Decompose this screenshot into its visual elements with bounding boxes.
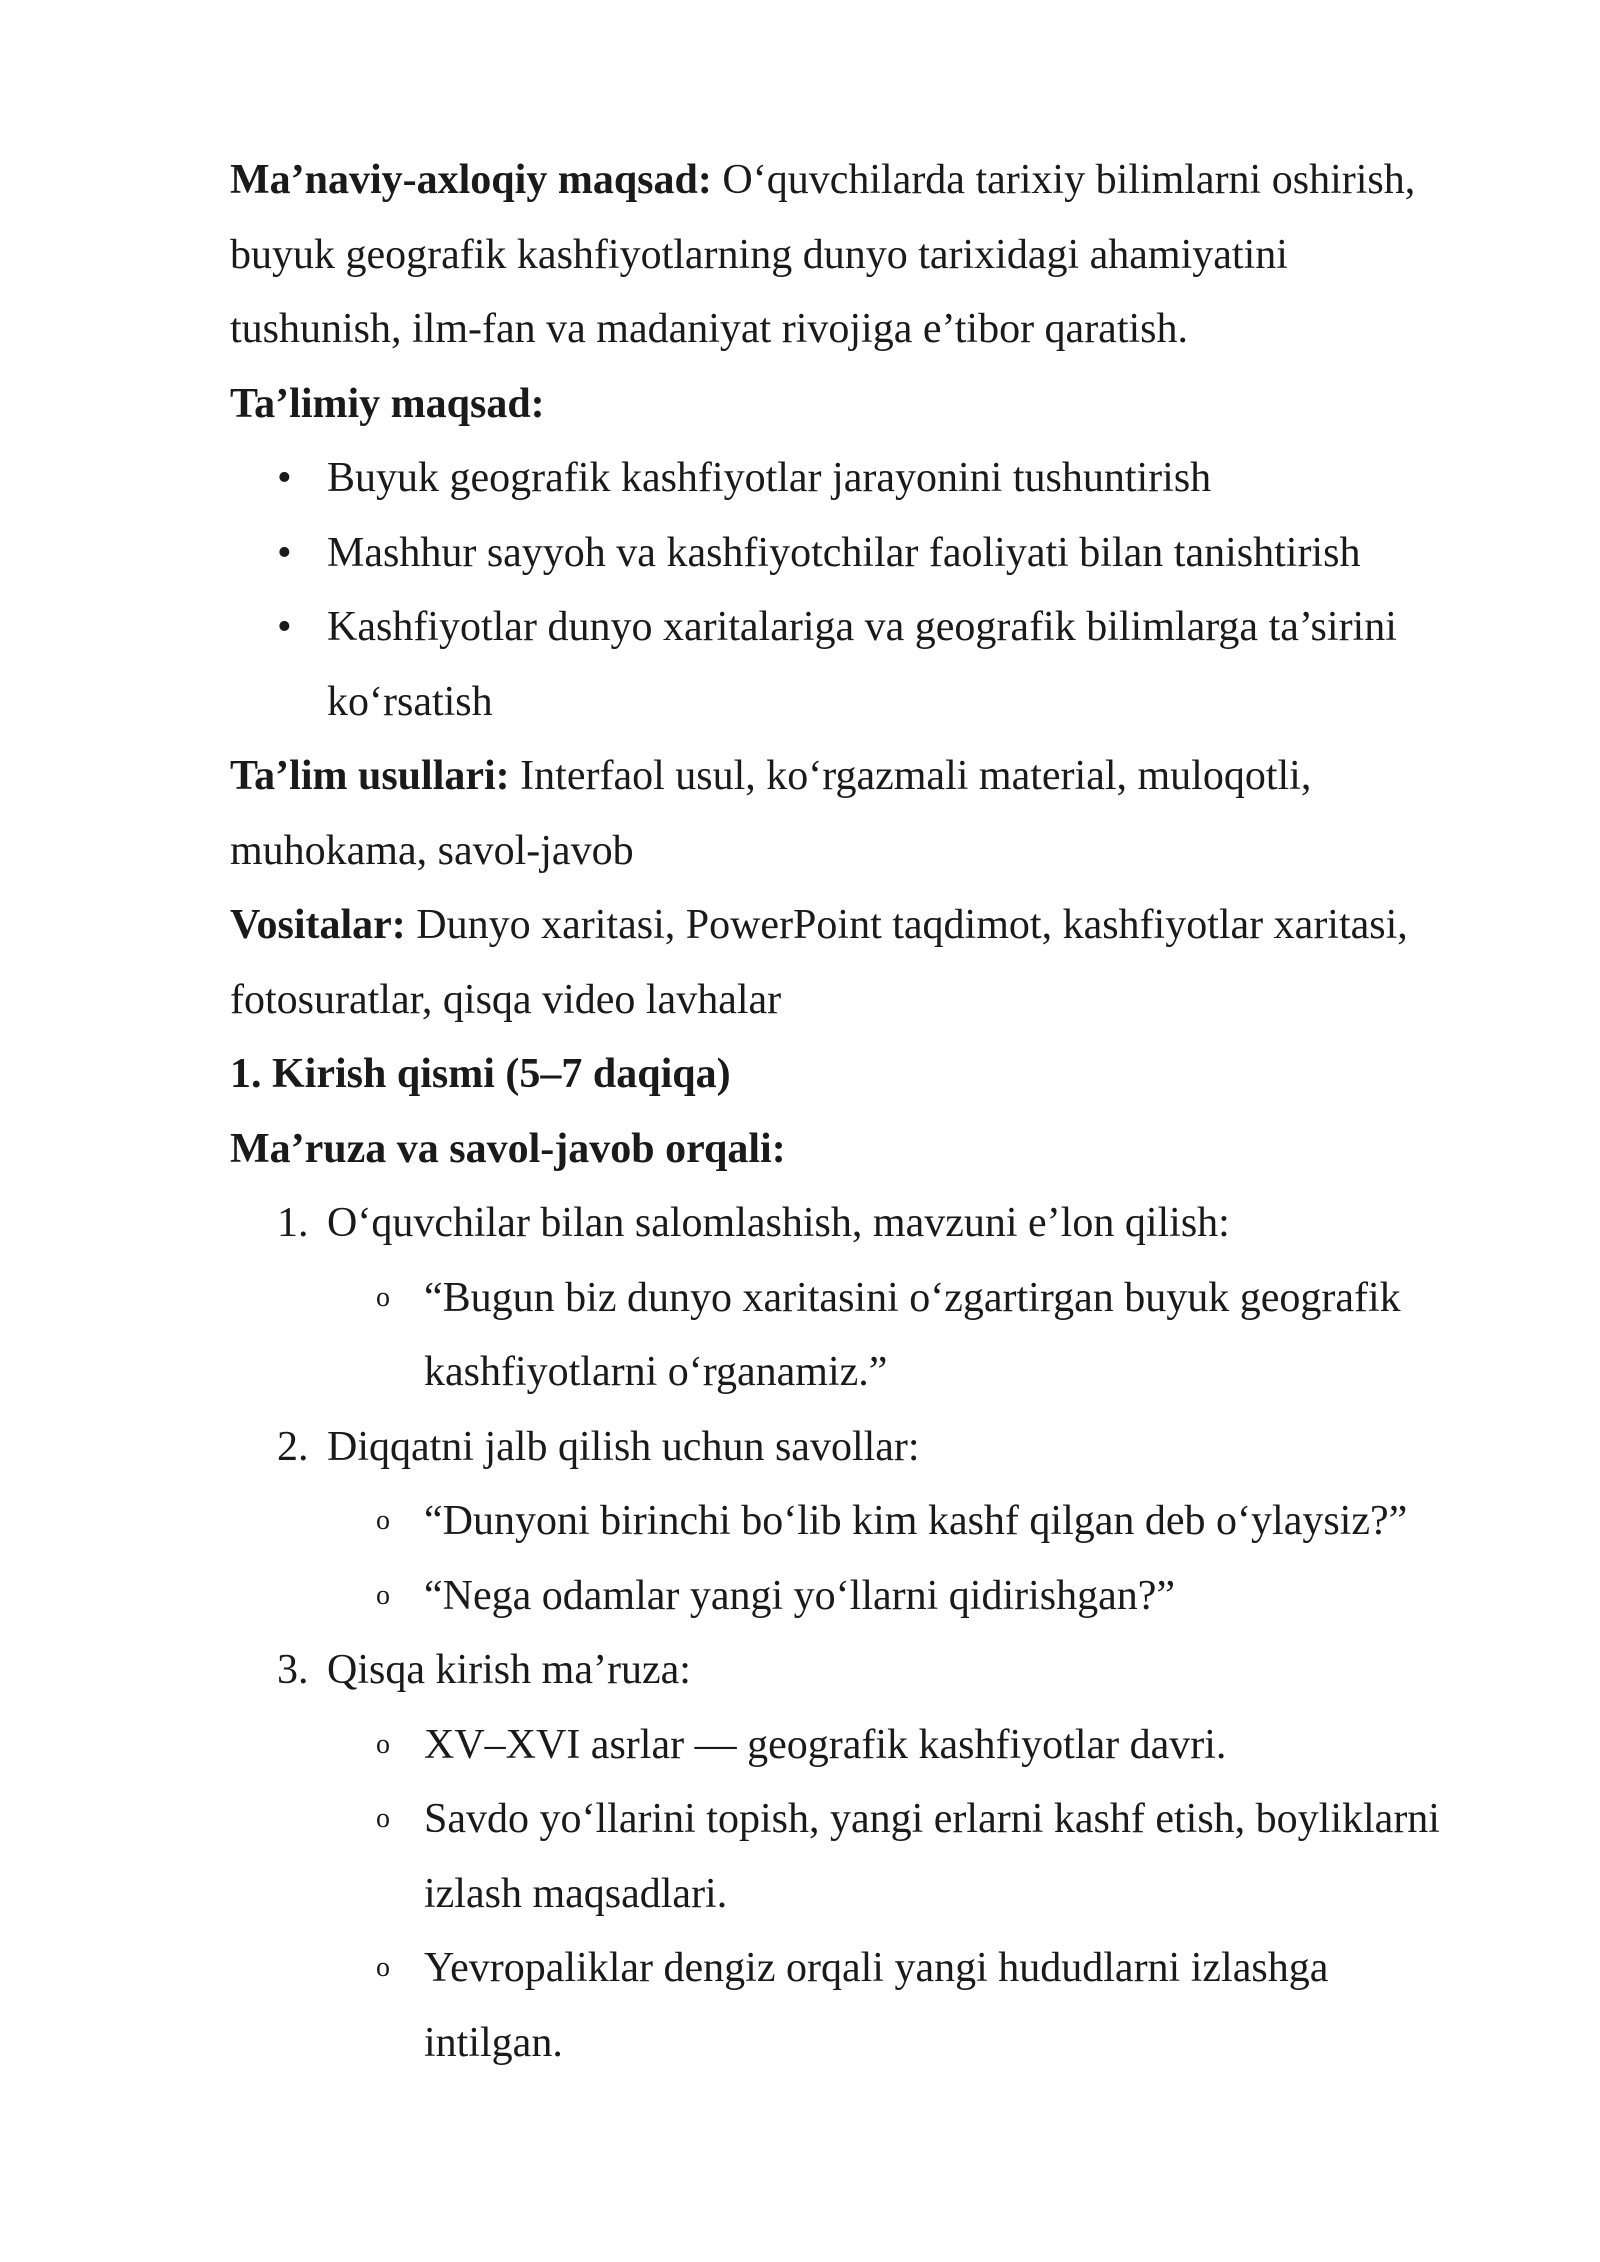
tools-line-1	[230, 888, 1480, 963]
tools-line-2: fotosuratlar, qisqa video lavhalar	[230, 976, 782, 1023]
circle-bullet-icon: o	[376, 1281, 390, 1313]
circle-bullet-icon: o	[376, 1728, 390, 1760]
sub-text: Savdo yo‘llarini topish, yangi erlarni kashf etish, boyliklarni	[424, 1796, 1440, 1842]
edu-goal-item-3	[230, 590, 1480, 665]
sub-text: “Nega odamlar yangi yo‘llarni qidirishgan?”	[424, 1572, 1176, 1619]
step-1-sub-1	[230, 1261, 1480, 1336]
step-text: Qisqa kirish ma’ruza:	[327, 1647, 691, 1693]
edu-goal-item-1	[230, 441, 1480, 516]
step-1	[230, 1186, 1480, 1261]
sub-text: “Dunyoni birinchi bo‘lib kim kashf qilgan deb o‘ylaysiz?”	[424, 1498, 1408, 1544]
edu-goal-item-text: Kashfiyotlar dunyo xaritalariga va geografik bilimlarga ta’sirini	[327, 604, 1397, 650]
edu-goal-item-text: Mashhur sayyoh va kashfiyotchilar faoliyati bilan tanishtirish	[327, 529, 1361, 576]
step-3	[230, 1633, 1480, 1708]
step-2	[230, 1410, 1480, 1485]
step-3-sub-1	[230, 1708, 1480, 1783]
step-number: 3.	[277, 1647, 309, 1693]
edu-goal-item-3-cont: ko‘rsatish	[327, 678, 493, 725]
step-number: 1.	[277, 1200, 309, 1246]
moral-goal-label: Ma’naviy-axloqiy maqsad:	[230, 157, 712, 203]
tools-label: Vositalar:	[230, 902, 406, 948]
bullet-icon: •	[277, 529, 292, 576]
methods-line-1	[230, 739, 1480, 814]
intro-heading: 1. Kirish qismi (5–7 daqiqa)	[230, 1051, 731, 1097]
step-3-sub-3	[230, 1931, 1480, 2006]
moral-goal-line-1	[230, 143, 1480, 218]
circle-bullet-icon: o	[376, 1505, 390, 1536]
circle-bullet-icon: o	[376, 1579, 390, 1611]
edu-goal-label: Ta’limiy maqsad:	[230, 380, 545, 427]
bullet-icon: •	[277, 455, 292, 501]
sub-text: Yevropaliklar dengiz orqali yangi hududlarni izlashga	[424, 1945, 1329, 1991]
methods-line-2: muhokama, savol-javob	[230, 827, 634, 874]
step-2-sub-2	[230, 1559, 1480, 1634]
step-number: 2.	[277, 1423, 309, 1470]
moral-goal-text-1: O‘quvchilarda tarixiy bilimlarni oshirish,	[711, 157, 1416, 203]
step-3-sub-2	[230, 1782, 1480, 1857]
bullet-icon: •	[277, 604, 292, 650]
moral-goal-line-2: buyuk geografik kashfiyotlarning dunyo tarixidagi ahamiyatini	[230, 231, 1288, 278]
tools-text-1: Dunyo xaritasi, PowerPoint taqdimot, kashfiyotlar xaritasi,	[405, 902, 1408, 948]
step-text: Diqqatni jalb qilish uchun savollar:	[327, 1423, 920, 1470]
edu-goal-item-text: Buyuk geografik kashfiyotlar jarayonini tushuntirish	[327, 455, 1212, 501]
step-3-sub-3-cont: intilgan.	[424, 2019, 563, 2066]
step-1-sub-1-cont: kashfiyotlarni o‘rganamiz.”	[424, 1349, 888, 1395]
methods-label: Ta’lim usullari:	[230, 753, 510, 799]
moral-goal-line-3: tushunish, ilm-fan va madaniyat rivojiga e’tibor qaratish.	[230, 306, 1189, 352]
sub-text: “Bugun biz dunyo xaritasini o‘zgartirgan buyuk geografik	[424, 1274, 1401, 1321]
step-text: O‘quvchilar bilan salomlashish, mavzuni e’lon qilish:	[327, 1200, 1230, 1246]
step-3-sub-2-cont: izlash maqsadlari.	[424, 1870, 728, 1917]
sub-text: XV–XVI asrlar — geografik kashfiyotlar davri.	[424, 1721, 1227, 1768]
step-2-sub-1	[230, 1484, 1480, 1559]
document-page	[230, 143, 1480, 2080]
edu-goal-item-2	[230, 516, 1480, 591]
circle-bullet-icon: o	[376, 1952, 390, 1983]
methods-text-1: Interfaol usul, ko‘rgazmali material, muloqotli,	[509, 753, 1312, 799]
intro-subheading: Ma’ruza va savol-javob orqali:	[230, 1125, 786, 1172]
circle-bullet-icon: o	[376, 1803, 390, 1834]
